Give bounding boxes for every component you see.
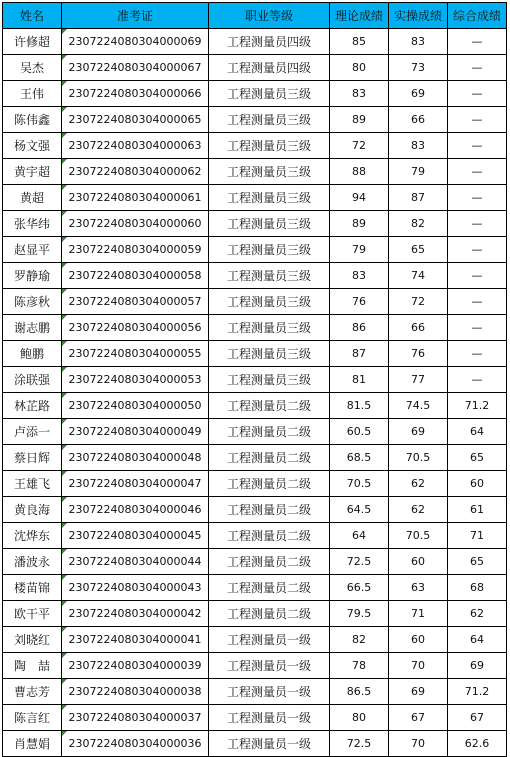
cell-exam-id[interactable] [62, 211, 209, 237]
cell-name[interactable]: 黄超 [3, 185, 62, 211]
cell-exam-id-text: 2307224080304000048 [68, 451, 202, 464]
cell-practice[interactable]: 60 [389, 627, 448, 653]
cell-total[interactable]: — [448, 29, 507, 55]
cell-exam-id-text: 2307224080304000060 [68, 217, 202, 230]
cell-comment-marker-icon [62, 29, 67, 34]
cell-theory[interactable]: 70.5 [330, 471, 389, 497]
cell-theory[interactable]: 86 [330, 315, 389, 341]
cell-comment-marker-icon [62, 341, 67, 346]
cell-exam-id-text: 2307224080304000059 [68, 243, 202, 256]
cell-name[interactable]: 蔡日辉 [3, 445, 62, 471]
cell-practice[interactable]: 67 [389, 705, 448, 731]
cell-level[interactable]: 工程测量员二级 [209, 601, 330, 627]
cell-total[interactable]: 64 [448, 419, 507, 445]
cell-total[interactable]: — [448, 289, 507, 315]
cell-exam-id[interactable] [62, 159, 209, 185]
cell-theory[interactable]: 81.5 [330, 393, 389, 419]
table-row [3, 29, 507, 55]
cell-level[interactable]: 工程测量员四级 [209, 29, 330, 55]
cell-exam-id[interactable] [62, 263, 209, 289]
cell-name[interactable]: 赵显平 [3, 237, 62, 263]
cell-level[interactable]: 工程测量员三级 [209, 133, 330, 159]
cell-theory[interactable]: 83 [330, 263, 389, 289]
cell-name[interactable]: 卢添一 [3, 419, 62, 445]
cell-name[interactable]: 欧干平 [3, 601, 62, 627]
cell-name[interactable]: 陈言红 [3, 705, 62, 731]
cell-level[interactable]: 工程测量员三级 [209, 237, 330, 263]
cell-name[interactable]: 陶 喆 [3, 653, 62, 679]
cell-level[interactable]: 工程测量员二级 [209, 471, 330, 497]
cell-exam-id-text: 2307224080304000058 [68, 269, 202, 282]
cell-total[interactable]: — [448, 133, 507, 159]
cell-exam-id-text: 2307224080304000062 [68, 165, 202, 178]
table-row [3, 81, 507, 107]
cell-practice[interactable]: 83 [389, 133, 448, 159]
cell-exam-id-text: 2307224080304000056 [68, 321, 202, 334]
cell-exam-id[interactable] [62, 237, 209, 263]
cell-name[interactable]: 张华纬 [3, 211, 62, 237]
cell-name[interactable]: 王伟 [3, 81, 62, 107]
cell-comment-marker-icon [62, 133, 67, 138]
cell-level[interactable]: 工程测量员三级 [209, 315, 330, 341]
cell-comment-marker-icon [62, 81, 67, 86]
cell-comment-marker-icon [62, 289, 67, 294]
cell-comment-marker-icon [62, 445, 67, 450]
cell-exam-id-text: 2307224080304000061 [68, 191, 202, 204]
cell-practice[interactable]: 69 [389, 419, 448, 445]
table-row [3, 523, 507, 549]
table-row [3, 263, 507, 289]
cell-level[interactable]: 工程测量员三级 [209, 159, 330, 185]
cell-theory[interactable]: 81 [330, 367, 389, 393]
cell-exam-id[interactable] [62, 575, 209, 601]
cell-theory[interactable]: 72 [330, 133, 389, 159]
cell-practice[interactable]: 87 [389, 185, 448, 211]
cell-exam-id-text: 2307224080304000046 [68, 503, 202, 516]
cell-practice[interactable]: 70.5 [389, 445, 448, 471]
cell-total[interactable]: — [448, 55, 507, 81]
header-total: 综合成绩 [448, 3, 507, 29]
cell-theory[interactable]: 64 [330, 523, 389, 549]
cell-level[interactable]: 工程测量员二级 [209, 419, 330, 445]
cell-level[interactable]: 工程测量员三级 [209, 185, 330, 211]
cell-level[interactable]: 工程测量员二级 [209, 523, 330, 549]
header-theory: 理论成绩 [330, 3, 389, 29]
cell-total[interactable]: — [448, 159, 507, 185]
cell-name[interactable]: 吴杰 [3, 55, 62, 81]
cell-comment-marker-icon [62, 679, 67, 684]
cell-name[interactable]: 肖慧娟 [3, 731, 62, 757]
cell-exam-id[interactable] [62, 367, 209, 393]
cell-practice[interactable]: 77 [389, 367, 448, 393]
cell-comment-marker-icon [62, 107, 67, 112]
cell-level[interactable]: 工程测量员一级 [209, 653, 330, 679]
cell-name[interactable]: 陈彦秋 [3, 289, 62, 315]
table-row [3, 575, 507, 601]
cell-exam-id[interactable] [62, 445, 209, 471]
table-row [3, 549, 507, 575]
cell-practice[interactable]: 70 [389, 731, 448, 757]
cell-exam-id-text: 2307224080304000041 [68, 633, 202, 646]
cell-comment-marker-icon [62, 549, 67, 554]
cell-name[interactable]: 涂联强 [3, 367, 62, 393]
cell-exam-id-text: 2307224080304000044 [68, 555, 202, 568]
table-row [3, 393, 507, 419]
cell-exam-id[interactable] [62, 731, 209, 757]
table-row [3, 419, 507, 445]
table-row [3, 289, 507, 315]
cell-practice[interactable]: 74.5 [389, 393, 448, 419]
cell-practice[interactable]: 66 [389, 107, 448, 133]
cell-exam-id[interactable] [62, 185, 209, 211]
cell-practice[interactable]: 83 [389, 29, 448, 55]
cell-level[interactable]: 工程测量员一级 [209, 627, 330, 653]
cell-total[interactable]: — [448, 107, 507, 133]
table-row [3, 471, 507, 497]
header-level: 职业等级 [209, 3, 330, 29]
cell-total[interactable]: — [448, 211, 507, 237]
cell-theory[interactable]: 80 [330, 705, 389, 731]
cell-theory[interactable]: 89 [330, 211, 389, 237]
cell-level[interactable]: 工程测量员四级 [209, 55, 330, 81]
cell-practice[interactable]: 69 [389, 81, 448, 107]
cell-name[interactable]: 王雄飞 [3, 471, 62, 497]
cell-level[interactable]: 工程测量员二级 [209, 549, 330, 575]
header-exam-id: 准考证 [62, 3, 209, 29]
cell-practice[interactable]: 76 [389, 341, 448, 367]
cell-comment-marker-icon [62, 237, 67, 242]
cell-exam-id-text: 2307224080304000037 [68, 711, 202, 724]
table-row [3, 731, 507, 757]
cell-total[interactable]: — [448, 237, 507, 263]
cell-practice[interactable]: 69 [389, 679, 448, 705]
cell-theory[interactable]: 78 [330, 653, 389, 679]
cell-practice[interactable]: 65 [389, 237, 448, 263]
cell-total[interactable]: — [448, 263, 507, 289]
cell-exam-id[interactable] [62, 55, 209, 81]
cell-exam-id[interactable] [62, 471, 209, 497]
cell-practice[interactable]: 66 [389, 315, 448, 341]
cell-comment-marker-icon [62, 367, 67, 372]
table-row [3, 237, 507, 263]
cell-total[interactable]: — [448, 341, 507, 367]
header-practice: 实操成绩 [389, 3, 448, 29]
cell-exam-id-text: 2307224080304000053 [68, 373, 202, 386]
cell-level[interactable]: 工程测量员三级 [209, 81, 330, 107]
cell-exam-id-text: 2307224080304000050 [68, 399, 202, 412]
table-row [3, 705, 507, 731]
cell-level[interactable]: 工程测量员三级 [209, 289, 330, 315]
cell-total[interactable]: 68 [448, 575, 507, 601]
cell-level[interactable]: 工程测量员二级 [209, 575, 330, 601]
cell-comment-marker-icon [62, 159, 67, 164]
cell-exam-id[interactable] [62, 705, 209, 731]
cell-total[interactable]: — [448, 185, 507, 211]
cell-total[interactable]: 65 [448, 549, 507, 575]
cell-comment-marker-icon [62, 211, 67, 216]
table-row [3, 133, 507, 159]
cell-total[interactable]: 69 [448, 653, 507, 679]
cell-level[interactable]: 工程测量员三级 [209, 341, 330, 367]
cell-name[interactable]: 黄良海 [3, 497, 62, 523]
cell-theory[interactable]: 79.5 [330, 601, 389, 627]
table-row [3, 55, 507, 81]
cell-level[interactable]: 工程测量员三级 [209, 263, 330, 289]
cell-exam-id[interactable] [62, 523, 209, 549]
cell-comment-marker-icon [62, 575, 67, 580]
cell-theory[interactable]: 72.5 [330, 731, 389, 757]
cell-practice[interactable]: 71 [389, 601, 448, 627]
cell-exam-id-text: 2307224080304000049 [68, 425, 202, 438]
cell-name[interactable]: 楼苗锦 [3, 575, 62, 601]
table-row [3, 679, 507, 705]
cell-practice[interactable]: 62 [389, 497, 448, 523]
cell-name[interactable]: 潘波永 [3, 549, 62, 575]
cell-theory[interactable]: 79 [330, 237, 389, 263]
cell-level[interactable]: 工程测量员一级 [209, 731, 330, 757]
cell-level[interactable]: 工程测量员一级 [209, 705, 330, 731]
cell-practice[interactable]: 74 [389, 263, 448, 289]
cell-exam-id[interactable] [62, 497, 209, 523]
table-row [3, 627, 507, 653]
score-table [2, 2, 507, 757]
cell-name[interactable]: 黄宇超 [3, 159, 62, 185]
cell-practice[interactable]: 63 [389, 575, 448, 601]
cell-theory[interactable]: 80 [330, 55, 389, 81]
table-row [3, 211, 507, 237]
table-row [3, 497, 507, 523]
cell-exam-id-text: 2307224080304000063 [68, 139, 202, 152]
cell-comment-marker-icon [62, 263, 67, 268]
cell-exam-id[interactable] [62, 549, 209, 575]
cell-exam-id-text: 2307224080304000045 [68, 529, 202, 542]
cell-total[interactable]: — [448, 367, 507, 393]
cell-exam-id[interactable] [62, 653, 209, 679]
cell-total[interactable]: 62 [448, 601, 507, 627]
table-row [3, 315, 507, 341]
cell-level[interactable]: 工程测量员二级 [209, 497, 330, 523]
cell-comment-marker-icon [62, 315, 67, 320]
cell-name[interactable]: 曹志芳 [3, 679, 62, 705]
cell-exam-id[interactable] [62, 81, 209, 107]
cell-exam-id-text: 2307224080304000039 [68, 659, 202, 672]
header-name: 姓名 [3, 3, 62, 29]
cell-total[interactable]: 65 [448, 445, 507, 471]
cell-theory[interactable]: 60.5 [330, 419, 389, 445]
cell-theory[interactable]: 88 [330, 159, 389, 185]
cell-name[interactable]: 刘晓红 [3, 627, 62, 653]
cell-total[interactable]: 60 [448, 471, 507, 497]
cell-level[interactable]: 工程测量员二级 [209, 445, 330, 471]
cell-exam-id-text: 2307224080304000066 [68, 87, 202, 100]
cell-theory[interactable]: 94 [330, 185, 389, 211]
cell-theory[interactable]: 89 [330, 107, 389, 133]
cell-practice[interactable]: 62 [389, 471, 448, 497]
cell-level[interactable]: 工程测量员一级 [209, 679, 330, 705]
cell-theory[interactable]: 86.5 [330, 679, 389, 705]
cell-name[interactable]: 谢志鹏 [3, 315, 62, 341]
table-row [3, 185, 507, 211]
cell-theory[interactable]: 76 [330, 289, 389, 315]
cell-comment-marker-icon [62, 393, 67, 398]
table-row [3, 601, 507, 627]
cell-comment-marker-icon [62, 731, 67, 736]
table-body [3, 29, 507, 757]
cell-total[interactable]: 71.2 [448, 679, 507, 705]
cell-exam-id-text: 2307224080304000069 [68, 35, 202, 48]
table-row [3, 367, 507, 393]
cell-name[interactable]: 沈烨东 [3, 523, 62, 549]
cell-total[interactable]: 71.2 [448, 393, 507, 419]
cell-level[interactable]: 工程测量员三级 [209, 107, 330, 133]
cell-total[interactable]: 67 [448, 705, 507, 731]
cell-comment-marker-icon [62, 55, 67, 60]
cell-comment-marker-icon [62, 471, 67, 476]
cell-exam-id-text: 2307224080304000038 [68, 685, 202, 698]
cell-theory[interactable]: 83 [330, 81, 389, 107]
cell-exam-id-text: 2307224080304000042 [68, 607, 202, 620]
table-row [3, 341, 507, 367]
cell-total[interactable]: — [448, 81, 507, 107]
cell-name[interactable]: 陈伟鑫 [3, 107, 62, 133]
cell-practice[interactable]: 72 [389, 289, 448, 315]
cell-comment-marker-icon [62, 419, 67, 424]
header-row [3, 3, 507, 29]
cell-exam-id[interactable] [62, 601, 209, 627]
cell-total[interactable]: 61 [448, 497, 507, 523]
cell-exam-id[interactable] [62, 29, 209, 55]
cell-level[interactable]: 工程测量员三级 [209, 211, 330, 237]
table-row [3, 159, 507, 185]
cell-name[interactable]: 许修超 [3, 29, 62, 55]
cell-theory[interactable]: 82 [330, 627, 389, 653]
cell-theory[interactable]: 68.5 [330, 445, 389, 471]
cell-comment-marker-icon [62, 705, 67, 710]
cell-theory[interactable]: 85 [330, 29, 389, 55]
cell-comment-marker-icon [62, 653, 67, 658]
cell-exam-id-text: 2307224080304000057 [68, 295, 202, 308]
cell-name[interactable]: 鲍鹏 [3, 341, 62, 367]
cell-exam-id[interactable] [62, 627, 209, 653]
cell-practice[interactable]: 70.5 [389, 523, 448, 549]
cell-name[interactable]: 罗静瑜 [3, 263, 62, 289]
cell-exam-id[interactable] [62, 393, 209, 419]
cell-level[interactable]: 工程测量员二级 [209, 393, 330, 419]
cell-total[interactable]: — [448, 315, 507, 341]
cell-exam-id[interactable] [62, 107, 209, 133]
cell-exam-id-text: 2307224080304000043 [68, 581, 202, 594]
cell-exam-id[interactable] [62, 341, 209, 367]
table-row [3, 653, 507, 679]
cell-practice[interactable]: 70 [389, 653, 448, 679]
cell-total[interactable]: 71 [448, 523, 507, 549]
cell-theory[interactable]: 66.5 [330, 575, 389, 601]
cell-exam-id[interactable] [62, 679, 209, 705]
cell-exam-id-text: 2307224080304000065 [68, 113, 202, 126]
cell-level[interactable]: 工程测量员三级 [209, 367, 330, 393]
cell-exam-id-text: 2307224080304000036 [68, 737, 202, 750]
cell-comment-marker-icon [62, 523, 67, 528]
cell-exam-id-text: 2307224080304000067 [68, 61, 202, 74]
table-row [3, 445, 507, 471]
cell-theory[interactable]: 72.5 [330, 549, 389, 575]
cell-comment-marker-icon [62, 497, 67, 502]
cell-name[interactable]: 林芷路 [3, 393, 62, 419]
cell-comment-marker-icon [62, 185, 67, 190]
cell-name[interactable]: 杨文强 [3, 133, 62, 159]
cell-exam-id[interactable] [62, 315, 209, 341]
cell-comment-marker-icon [62, 601, 67, 606]
cell-theory[interactable]: 87 [330, 341, 389, 367]
cell-exam-id-text: 2307224080304000047 [68, 477, 202, 490]
cell-practice[interactable]: 60 [389, 549, 448, 575]
cell-practice[interactable]: 73 [389, 55, 448, 81]
cell-practice[interactable]: 82 [389, 211, 448, 237]
cell-total[interactable]: 64 [448, 627, 507, 653]
table-row [3, 107, 507, 133]
cell-practice[interactable]: 79 [389, 159, 448, 185]
cell-theory[interactable]: 64.5 [330, 497, 389, 523]
cell-exam-id-text: 2307224080304000055 [68, 347, 202, 360]
cell-exam-id[interactable] [62, 419, 209, 445]
cell-total[interactable]: 62.6 [448, 731, 507, 757]
cell-exam-id[interactable] [62, 133, 209, 159]
cell-exam-id[interactable] [62, 289, 209, 315]
cell-comment-marker-icon [62, 627, 67, 632]
